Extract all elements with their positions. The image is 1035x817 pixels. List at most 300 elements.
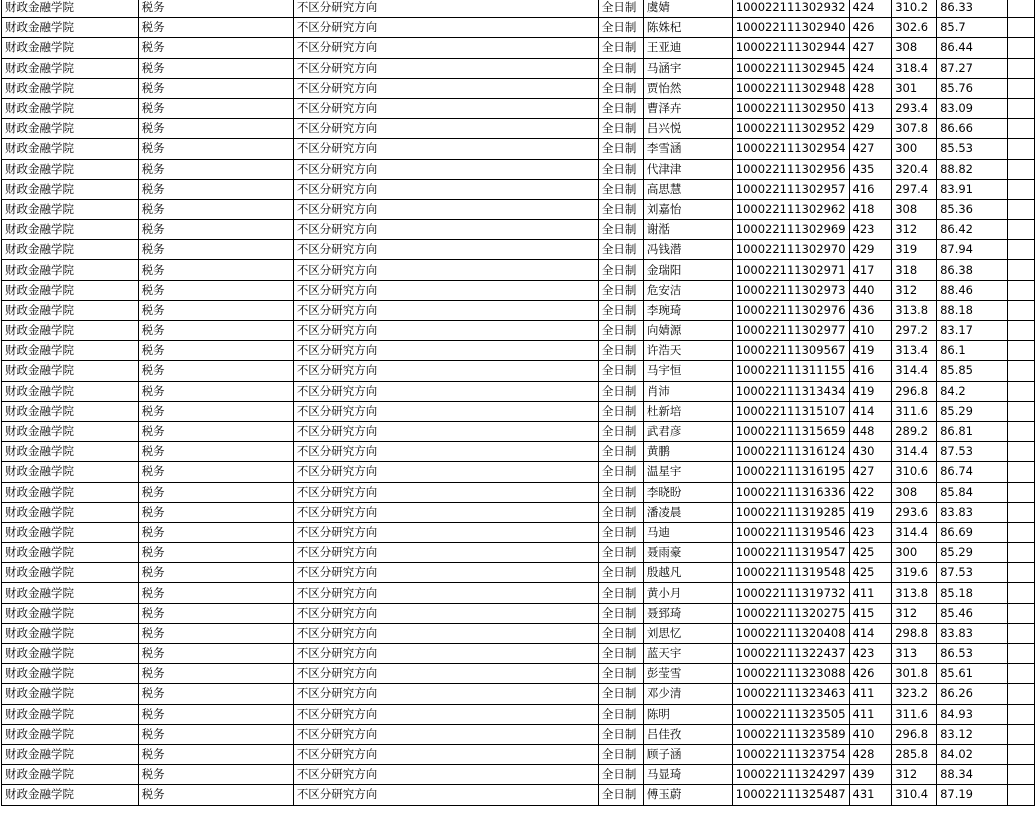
student-name-cell: 肖沛 xyxy=(643,381,732,401)
research-direction-cell: 不区分研究方向 xyxy=(293,522,598,542)
final-score-cell: 85.85 xyxy=(937,361,1008,381)
table-row xyxy=(2,361,1035,381)
college-cell: 财政金融学院 xyxy=(2,78,139,98)
research-direction-cell: 不区分研究方向 xyxy=(293,119,598,139)
retest-score-cell: 323.2 xyxy=(892,684,937,704)
major-cell: 税务 xyxy=(138,583,293,603)
table-row xyxy=(2,583,1035,603)
major-cell: 税务 xyxy=(138,401,293,421)
study-mode-cell: 全日制 xyxy=(598,300,643,320)
exam-id-cell: 100022111302957 xyxy=(732,179,849,199)
major-cell: 税务 xyxy=(138,704,293,724)
research-direction-cell: 不区分研究方向 xyxy=(293,563,598,583)
research-direction-cell: 不区分研究方向 xyxy=(293,623,598,643)
retest-score-cell: 319.6 xyxy=(892,563,937,583)
college-cell: 财政金融学院 xyxy=(2,240,139,260)
exam-id-cell: 100022111302971 xyxy=(732,260,849,280)
exam-id-cell: 100022111316195 xyxy=(732,462,849,482)
retest-score-cell: 320.4 xyxy=(892,159,937,179)
research-direction-cell: 不区分研究方向 xyxy=(293,199,598,219)
final-score-cell: 85.7 xyxy=(937,18,1008,38)
research-direction-cell: 不区分研究方向 xyxy=(293,38,598,58)
major-cell: 税务 xyxy=(138,785,293,805)
student-name-cell: 刘嘉怡 xyxy=(643,199,732,219)
final-score-cell: 87.53 xyxy=(937,563,1008,583)
final-score-cell: 86.69 xyxy=(937,522,1008,542)
student-name-cell: 王亚迪 xyxy=(643,38,732,58)
major-cell: 税务 xyxy=(138,563,293,583)
research-direction-cell: 不区分研究方向 xyxy=(293,603,598,623)
major-cell: 税务 xyxy=(138,644,293,664)
retest-score-cell: 300 xyxy=(892,139,937,159)
college-cell: 财政金融学院 xyxy=(2,744,139,764)
table-row xyxy=(2,644,1035,664)
student-name-cell: 高思慧 xyxy=(643,179,732,199)
college-cell: 财政金融学院 xyxy=(2,361,139,381)
exam-id-cell: 100022111324297 xyxy=(732,765,849,785)
research-direction-cell: 不区分研究方向 xyxy=(293,0,598,18)
research-direction-cell: 不区分研究方向 xyxy=(293,321,598,341)
exam-id-cell: 100022111325487 xyxy=(732,785,849,805)
table-row xyxy=(2,260,1035,280)
study-mode-cell: 全日制 xyxy=(598,623,643,643)
final-score-cell: 86.81 xyxy=(937,421,1008,441)
empty-cell xyxy=(1008,18,1035,38)
major-cell: 税务 xyxy=(138,220,293,240)
exam-id-cell: 100022111302954 xyxy=(732,139,849,159)
empty-cell xyxy=(1008,381,1035,401)
student-name-cell: 潘凌晨 xyxy=(643,502,732,522)
study-mode-cell: 全日制 xyxy=(598,442,643,462)
table-row xyxy=(2,280,1035,300)
empty-cell xyxy=(1008,98,1035,118)
study-mode-cell: 全日制 xyxy=(598,361,643,381)
initial-score-cell: 410 xyxy=(849,724,892,744)
exam-id-cell: 100022111316336 xyxy=(732,482,849,502)
retest-score-cell: 313 xyxy=(892,644,937,664)
initial-score-cell: 418 xyxy=(849,199,892,219)
final-score-cell: 86.33 xyxy=(937,0,1008,18)
retest-score-cell: 285.8 xyxy=(892,744,937,764)
empty-cell xyxy=(1008,321,1035,341)
final-score-cell: 85.18 xyxy=(937,583,1008,603)
final-score-cell: 88.46 xyxy=(937,280,1008,300)
exam-id-cell: 100022111319285 xyxy=(732,502,849,522)
research-direction-cell: 不区分研究方向 xyxy=(293,179,598,199)
retest-score-cell: 311.6 xyxy=(892,704,937,724)
study-mode-cell: 全日制 xyxy=(598,765,643,785)
initial-score-cell: 415 xyxy=(849,603,892,623)
table-row xyxy=(2,18,1035,38)
final-score-cell: 83.91 xyxy=(937,179,1008,199)
final-score-cell: 83.09 xyxy=(937,98,1008,118)
college-cell: 财政金融学院 xyxy=(2,563,139,583)
exam-id-cell: 100022111302962 xyxy=(732,199,849,219)
exam-id-cell: 100022111302944 xyxy=(732,38,849,58)
study-mode-cell: 全日制 xyxy=(598,563,643,583)
research-direction-cell: 不区分研究方向 xyxy=(293,765,598,785)
college-cell: 财政金融学院 xyxy=(2,664,139,684)
initial-score-cell: 429 xyxy=(849,240,892,260)
initial-score-cell: 419 xyxy=(849,341,892,361)
student-name-cell: 殷越凡 xyxy=(643,563,732,583)
research-direction-cell: 不区分研究方向 xyxy=(293,381,598,401)
initial-score-cell: 411 xyxy=(849,704,892,724)
college-cell: 财政金融学院 xyxy=(2,684,139,704)
study-mode-cell: 全日制 xyxy=(598,583,643,603)
initial-score-cell: 428 xyxy=(849,78,892,98)
major-cell: 税务 xyxy=(138,119,293,139)
initial-score-cell: 423 xyxy=(849,644,892,664)
exam-id-cell: 100022111319732 xyxy=(732,583,849,603)
student-name-cell: 向婧源 xyxy=(643,321,732,341)
retest-score-cell: 301.8 xyxy=(892,664,937,684)
final-score-cell: 87.94 xyxy=(937,240,1008,260)
major-cell: 税务 xyxy=(138,765,293,785)
retest-score-cell: 289.2 xyxy=(892,421,937,441)
study-mode-cell: 全日制 xyxy=(598,220,643,240)
empty-cell xyxy=(1008,724,1035,744)
student-name-cell: 曹泽卉 xyxy=(643,98,732,118)
student-name-cell: 杜新培 xyxy=(643,401,732,421)
initial-score-cell: 411 xyxy=(849,583,892,603)
initial-score-cell: 423 xyxy=(849,522,892,542)
research-direction-cell: 不区分研究方向 xyxy=(293,300,598,320)
student-name-cell: 聂雨豪 xyxy=(643,543,732,563)
major-cell: 税务 xyxy=(138,361,293,381)
college-cell: 财政金融学院 xyxy=(2,704,139,724)
college-cell: 财政金融学院 xyxy=(2,442,139,462)
table-row xyxy=(2,381,1035,401)
research-direction-cell: 不区分研究方向 xyxy=(293,240,598,260)
empty-cell xyxy=(1008,260,1035,280)
table-row xyxy=(2,58,1035,78)
initial-score-cell: 429 xyxy=(849,119,892,139)
study-mode-cell: 全日制 xyxy=(598,684,643,704)
student-name-cell: 吕兴悦 xyxy=(643,119,732,139)
exam-id-cell: 100022111320275 xyxy=(732,603,849,623)
research-direction-cell: 不区分研究方向 xyxy=(293,482,598,502)
college-cell: 财政金融学院 xyxy=(2,644,139,664)
initial-score-cell: 417 xyxy=(849,260,892,280)
student-name-cell: 许浩天 xyxy=(643,341,732,361)
final-score-cell: 87.53 xyxy=(937,442,1008,462)
empty-cell xyxy=(1008,139,1035,159)
initial-score-cell: 410 xyxy=(849,321,892,341)
study-mode-cell: 全日制 xyxy=(598,502,643,522)
empty-cell xyxy=(1008,583,1035,603)
exam-id-cell: 100022111315659 xyxy=(732,421,849,441)
exam-id-cell: 100022111309567 xyxy=(732,341,849,361)
initial-score-cell: 419 xyxy=(849,381,892,401)
student-name-cell: 虞婧 xyxy=(643,0,732,18)
student-name-cell: 危安洁 xyxy=(643,280,732,300)
empty-cell xyxy=(1008,502,1035,522)
research-direction-cell: 不区分研究方向 xyxy=(293,744,598,764)
research-direction-cell: 不区分研究方向 xyxy=(293,724,598,744)
student-name-cell: 马迪 xyxy=(643,522,732,542)
final-score-cell: 85.46 xyxy=(937,603,1008,623)
empty-cell xyxy=(1008,38,1035,58)
initial-score-cell: 414 xyxy=(849,401,892,421)
final-score-cell: 88.82 xyxy=(937,159,1008,179)
exam-id-cell: 100022111302976 xyxy=(732,300,849,320)
major-cell: 税务 xyxy=(138,684,293,704)
research-direction-cell: 不区分研究方向 xyxy=(293,280,598,300)
empty-cell xyxy=(1008,765,1035,785)
study-mode-cell: 全日制 xyxy=(598,199,643,219)
empty-cell xyxy=(1008,240,1035,260)
college-cell: 财政金融学院 xyxy=(2,623,139,643)
table-row xyxy=(2,744,1035,764)
student-name-cell: 李晓盼 xyxy=(643,482,732,502)
final-score-cell: 88.18 xyxy=(937,300,1008,320)
study-mode-cell: 全日制 xyxy=(598,179,643,199)
student-name-cell: 吕佳孜 xyxy=(643,724,732,744)
major-cell: 税务 xyxy=(138,543,293,563)
research-direction-cell: 不区分研究方向 xyxy=(293,159,598,179)
exam-id-cell: 100022111302970 xyxy=(732,240,849,260)
study-mode-cell: 全日制 xyxy=(598,644,643,664)
table-row xyxy=(2,704,1035,724)
admission-list-table xyxy=(1,0,1035,806)
final-score-cell: 83.83 xyxy=(937,502,1008,522)
empty-cell xyxy=(1008,159,1035,179)
study-mode-cell: 全日制 xyxy=(598,0,643,18)
exam-id-cell: 100022111313434 xyxy=(732,381,849,401)
empty-cell xyxy=(1008,684,1035,704)
retest-score-cell: 307.8 xyxy=(892,119,937,139)
table-row xyxy=(2,119,1035,139)
exam-id-cell: 100022111319548 xyxy=(732,563,849,583)
student-name-cell: 陈明 xyxy=(643,704,732,724)
empty-cell xyxy=(1008,361,1035,381)
empty-cell xyxy=(1008,744,1035,764)
study-mode-cell: 全日制 xyxy=(598,280,643,300)
retest-score-cell: 313.4 xyxy=(892,341,937,361)
table-row xyxy=(2,159,1035,179)
college-cell: 财政金融学院 xyxy=(2,119,139,139)
retest-score-cell: 319 xyxy=(892,240,937,260)
research-direction-cell: 不区分研究方向 xyxy=(293,361,598,381)
final-score-cell: 86.53 xyxy=(937,644,1008,664)
study-mode-cell: 全日制 xyxy=(598,139,643,159)
retest-score-cell: 310.2 xyxy=(892,0,937,18)
college-cell: 财政金融学院 xyxy=(2,502,139,522)
retest-score-cell: 311.6 xyxy=(892,401,937,421)
student-name-cell: 代津津 xyxy=(643,159,732,179)
student-name-cell: 邓少清 xyxy=(643,684,732,704)
college-cell: 财政金融学院 xyxy=(2,401,139,421)
study-mode-cell: 全日制 xyxy=(598,260,643,280)
table-row xyxy=(2,462,1035,482)
retest-score-cell: 308 xyxy=(892,482,937,502)
study-mode-cell: 全日制 xyxy=(598,18,643,38)
exam-id-cell: 100022111316124 xyxy=(732,442,849,462)
empty-cell xyxy=(1008,623,1035,643)
final-score-cell: 83.17 xyxy=(937,321,1008,341)
table-row xyxy=(2,98,1035,118)
research-direction-cell: 不区分研究方向 xyxy=(293,583,598,603)
final-score-cell: 86.74 xyxy=(937,462,1008,482)
empty-cell xyxy=(1008,603,1035,623)
initial-score-cell: 425 xyxy=(849,563,892,583)
initial-score-cell: 440 xyxy=(849,280,892,300)
student-name-cell: 冯钱潜 xyxy=(643,240,732,260)
empty-cell xyxy=(1008,179,1035,199)
initial-score-cell: 427 xyxy=(849,38,892,58)
college-cell: 财政金融学院 xyxy=(2,58,139,78)
major-cell: 税务 xyxy=(138,240,293,260)
college-cell: 财政金融学院 xyxy=(2,98,139,118)
major-cell: 税务 xyxy=(138,522,293,542)
final-score-cell: 88.34 xyxy=(937,765,1008,785)
major-cell: 税务 xyxy=(138,58,293,78)
empty-cell xyxy=(1008,0,1035,18)
empty-cell xyxy=(1008,300,1035,320)
student-name-cell: 金瑞阳 xyxy=(643,260,732,280)
retest-score-cell: 318 xyxy=(892,260,937,280)
major-cell: 税务 xyxy=(138,280,293,300)
study-mode-cell: 全日制 xyxy=(598,704,643,724)
student-name-cell: 温星宇 xyxy=(643,462,732,482)
study-mode-cell: 全日制 xyxy=(598,38,643,58)
exam-id-cell: 100022111323088 xyxy=(732,664,849,684)
study-mode-cell: 全日制 xyxy=(598,522,643,542)
study-mode-cell: 全日制 xyxy=(598,58,643,78)
research-direction-cell: 不区分研究方向 xyxy=(293,58,598,78)
final-score-cell: 86.1 xyxy=(937,341,1008,361)
retest-score-cell: 293.4 xyxy=(892,98,937,118)
retest-score-cell: 312 xyxy=(892,603,937,623)
research-direction-cell: 不区分研究方向 xyxy=(293,78,598,98)
table-body xyxy=(2,0,1035,805)
retest-score-cell: 310.4 xyxy=(892,785,937,805)
exam-id-cell: 100022111319547 xyxy=(732,543,849,563)
major-cell: 税务 xyxy=(138,744,293,764)
empty-cell xyxy=(1008,442,1035,462)
initial-score-cell: 436 xyxy=(849,300,892,320)
table-row xyxy=(2,401,1035,421)
major-cell: 税务 xyxy=(138,321,293,341)
student-name-cell: 黄鹏 xyxy=(643,442,732,462)
major-cell: 税务 xyxy=(138,502,293,522)
final-score-cell: 86.38 xyxy=(937,260,1008,280)
study-mode-cell: 全日制 xyxy=(598,381,643,401)
college-cell: 财政金融学院 xyxy=(2,159,139,179)
retest-score-cell: 308 xyxy=(892,38,937,58)
student-name-cell: 刘思忆 xyxy=(643,623,732,643)
research-direction-cell: 不区分研究方向 xyxy=(293,644,598,664)
final-score-cell: 85.36 xyxy=(937,199,1008,219)
final-score-cell: 84.02 xyxy=(937,744,1008,764)
student-name-cell: 聂郅琦 xyxy=(643,603,732,623)
initial-score-cell: 427 xyxy=(849,139,892,159)
research-direction-cell: 不区分研究方向 xyxy=(293,462,598,482)
retest-score-cell: 297.4 xyxy=(892,179,937,199)
college-cell: 财政金融学院 xyxy=(2,38,139,58)
exam-id-cell: 100022111323589 xyxy=(732,724,849,744)
research-direction-cell: 不区分研究方向 xyxy=(293,401,598,421)
exam-id-cell: 100022111323505 xyxy=(732,704,849,724)
table-row xyxy=(2,179,1035,199)
exam-id-cell: 100022111302973 xyxy=(732,280,849,300)
retest-score-cell: 296.8 xyxy=(892,724,937,744)
final-score-cell: 83.12 xyxy=(937,724,1008,744)
research-direction-cell: 不区分研究方向 xyxy=(293,421,598,441)
retest-score-cell: 301 xyxy=(892,78,937,98)
major-cell: 税务 xyxy=(138,482,293,502)
research-direction-cell: 不区分研究方向 xyxy=(293,98,598,118)
initial-score-cell: 430 xyxy=(849,442,892,462)
study-mode-cell: 全日制 xyxy=(598,78,643,98)
student-name-cell: 武君彦 xyxy=(643,421,732,441)
final-score-cell: 85.29 xyxy=(937,543,1008,563)
initial-score-cell: 422 xyxy=(849,482,892,502)
research-direction-cell: 不区分研究方向 xyxy=(293,704,598,724)
research-direction-cell: 不区分研究方向 xyxy=(293,139,598,159)
student-name-cell: 马显琦 xyxy=(643,765,732,785)
retest-score-cell: 300 xyxy=(892,543,937,563)
table-row xyxy=(2,623,1035,643)
exam-id-cell: 100022111302952 xyxy=(732,119,849,139)
initial-score-cell: 424 xyxy=(849,58,892,78)
study-mode-cell: 全日制 xyxy=(598,724,643,744)
exam-id-cell: 100022111322437 xyxy=(732,644,849,664)
student-name-cell: 贾怡然 xyxy=(643,78,732,98)
exam-id-cell: 100022111311155 xyxy=(732,361,849,381)
exam-id-cell: 100022111302940 xyxy=(732,18,849,38)
major-cell: 税务 xyxy=(138,179,293,199)
empty-cell xyxy=(1008,341,1035,361)
exam-id-cell: 100022111302932 xyxy=(732,0,849,18)
major-cell: 税务 xyxy=(138,199,293,219)
college-cell: 财政金融学院 xyxy=(2,220,139,240)
major-cell: 税务 xyxy=(138,462,293,482)
final-score-cell: 87.27 xyxy=(937,58,1008,78)
study-mode-cell: 全日制 xyxy=(598,401,643,421)
table-row xyxy=(2,482,1035,502)
major-cell: 税务 xyxy=(138,159,293,179)
college-cell: 财政金融学院 xyxy=(2,179,139,199)
empty-cell xyxy=(1008,220,1035,240)
major-cell: 税务 xyxy=(138,260,293,280)
college-cell: 财政金融学院 xyxy=(2,462,139,482)
major-cell: 税务 xyxy=(138,442,293,462)
college-cell: 财政金融学院 xyxy=(2,381,139,401)
major-cell: 税务 xyxy=(138,341,293,361)
student-name-cell: 李雪涵 xyxy=(643,139,732,159)
empty-cell xyxy=(1008,704,1035,724)
retest-score-cell: 314.4 xyxy=(892,361,937,381)
study-mode-cell: 全日制 xyxy=(598,159,643,179)
exam-id-cell: 100022111315107 xyxy=(732,401,849,421)
initial-score-cell: 448 xyxy=(849,421,892,441)
college-cell: 财政金融学院 xyxy=(2,421,139,441)
research-direction-cell: 不区分研究方向 xyxy=(293,785,598,805)
table-row xyxy=(2,341,1035,361)
final-score-cell: 86.42 xyxy=(937,220,1008,240)
retest-score-cell: 314.4 xyxy=(892,522,937,542)
initial-score-cell: 425 xyxy=(849,543,892,563)
table-row xyxy=(2,724,1035,744)
exam-id-cell: 100022111320408 xyxy=(732,623,849,643)
table-row xyxy=(2,321,1035,341)
initial-score-cell: 411 xyxy=(849,684,892,704)
empty-cell xyxy=(1008,119,1035,139)
initial-score-cell: 419 xyxy=(849,502,892,522)
research-direction-cell: 不区分研究方向 xyxy=(293,442,598,462)
